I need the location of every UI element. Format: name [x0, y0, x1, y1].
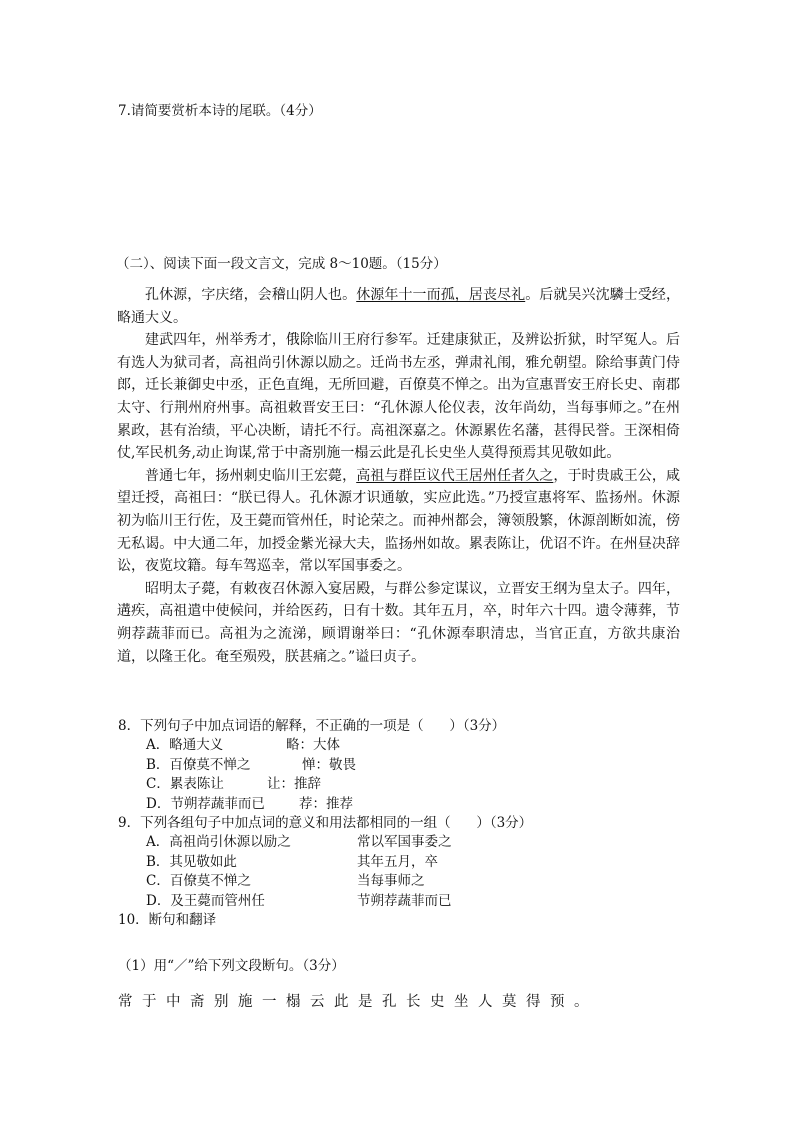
question-10-title: 10．断句和翻译 — [118, 911, 217, 928]
question-9-option-c[interactable] — [146, 872, 678, 891]
option-text: A．高祖尚引休源以励之 — [146, 834, 291, 851]
question-10-part-1: （1）用“／”给下列文段断句。（3分） — [118, 958, 345, 974]
option-text: B．百僚莫不惮之 — [146, 756, 251, 773]
option-text: C．百僚莫不惮之 — [146, 873, 251, 890]
underlined-sentence: 高祖与群臣议代王居州任者久之 — [356, 467, 554, 484]
passage-paragraph-2: 建武四年，州举秀才，俄除临川王府行参军。迁建康狱正，及辨讼折狱，时罕冤人。后有选人为狱司者，高祖尚引休源以励之。迁尚书左丞，弹肃礼闱，雅允朝望。除给事黄门侍郎，迁长兼御史中丞，正色直绳，无所回避，百僚莫不惮之。出为宣惠晋安王府长史、南郡太守、行荆州府州事。高祖敕晋安王曰：“孔休源人伦仪表，汝年尚幼，当每事师之。”在州累政，甚有治绩，平心决断，请托不行。高祖深嘉之。休源累佐名藩，甚得民誉。王深相倚仗,军民机务,动止询谋,常于中斋别施一榻云此是孔长史坐人莫得预焉其见敬如此。 — [117, 332, 680, 462]
sentence-to-punctuate[interactable]: 常于中斋别施一榻云此是孔长史坐人莫得预。 — [118, 994, 598, 1010]
passage-paragraph-1 — [117, 284, 680, 329]
option-gloss: 当每事师之 — [357, 873, 425, 890]
passage-text: 普通七年，扬州刺史临川王宏薨， — [145, 467, 357, 484]
option-gloss: 略：大体 — [286, 737, 340, 754]
option-gloss: 荐：推荐 — [299, 795, 353, 812]
option-text: D．及王薨而管州任 — [146, 892, 265, 909]
question-8-stem: 8．下列句子中加点词语的解释，不正确的一项是（ ）（3分） — [118, 718, 506, 734]
question-7: 7.请简要赏析本诗的尾联。（4分） — [118, 103, 322, 119]
passage-text: 孔休源，字庆绪，会稽山阴人也。 — [145, 287, 357, 303]
question-8-option-c[interactable] — [146, 775, 678, 794]
option-text: C．累表陈让 — [146, 776, 224, 793]
question-9-option-b[interactable] — [146, 853, 678, 872]
option-text: A．略通大义 — [146, 737, 224, 754]
option-text: B．其见敬如此 — [146, 853, 237, 870]
question-8-option-a[interactable] — [146, 736, 678, 755]
classical-passage — [117, 284, 680, 668]
question-9-option-a[interactable] — [146, 833, 678, 852]
passage-text: 。后就吴兴沈驎士受经，略通大义。 — [117, 287, 681, 326]
option-gloss: 常以军国事委之 — [357, 834, 452, 851]
question-8-option-d[interactable] — [146, 795, 678, 814]
option-text: D．节朔荐蔬菲而已 — [146, 795, 265, 812]
option-gloss: 节朔荐蔬菲而已 — [357, 892, 452, 909]
option-gloss: 其年五月，卒 — [357, 853, 438, 870]
passage-paragraph-4: 昭明太子薨，有敕夜召休源入宴居殿，与群公参定谋议，立晋安王纲为皇太子。四年，遘疾，高祖遣中使候问，并给医药，日有十数。其年五月，卒，时年六十四。遗令薄葬，节朔荐蔬菲而已。高祖为之流涕，顾谓谢举曰：“孔休源奉职清忠，当官正直，方欲共康治道，以隆王化。奄至殒殁，朕甚痛之。”谥曰贞子。 — [117, 580, 680, 665]
option-gloss: 惮：敬畏 — [302, 756, 356, 773]
option-gloss: 让：推辞 — [267, 776, 321, 793]
question-8-option-b[interactable] — [146, 756, 678, 775]
question-9-stem: 9．下列各组句子中加点词的意义和用法都相同的一组（ ）（3分） — [118, 814, 533, 831]
section-heading: （二）、阅读下面一段文言文，完成 8～10题。（15分） — [116, 256, 447, 272]
questions-block — [118, 717, 678, 930]
passage-paragraph-3 — [117, 465, 680, 578]
underlined-sentence: 休源年十一而孤，居丧尽礼 — [356, 287, 526, 303]
question-9-option-d[interactable] — [146, 892, 678, 911]
passage-text: ，于时贵戚王公，咸望迁授，高祖曰：“朕已得人。孔休源才识通敏，实应此选。”乃授宣惠将军、监扬州。休源初为临川王行佐，及王薨而管州任，时论荣之。而神州都会，簿领殷繁，休源剖断如流，傍无私谒。中大通二年，加授金紫光禄大夫，监扬州如故。累表陈让，优诏不许。在州昼决辞讼，夜览坟籍。每车驾巡幸，常以军国事委之。 — [117, 467, 681, 575]
